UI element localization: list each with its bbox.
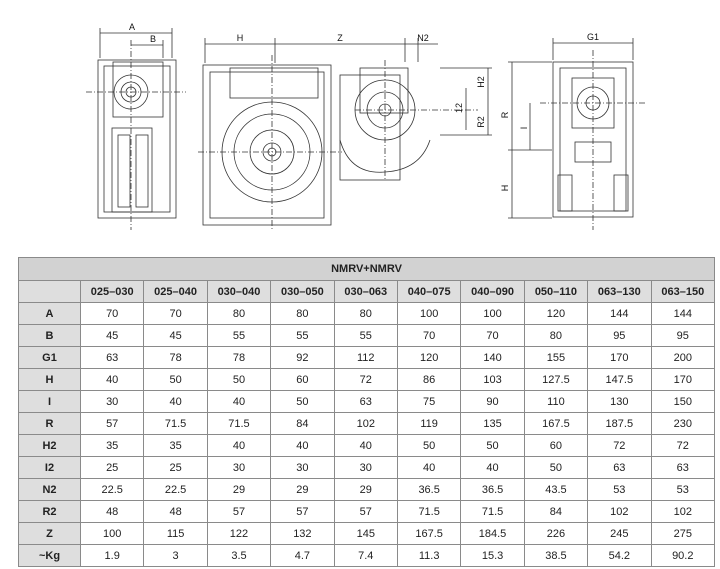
- dim-label-b: B: [149, 34, 157, 44]
- table-cell: 40: [271, 435, 334, 457]
- table-cell: 70: [144, 303, 207, 325]
- table-cell: 112: [334, 347, 397, 369]
- table-cell: 30: [81, 391, 144, 413]
- table-row: [19, 413, 715, 435]
- table-cell: 29: [271, 479, 334, 501]
- table-cell: 155: [524, 347, 587, 369]
- table-cell: 115: [144, 523, 207, 545]
- row-label: ~Kg: [19, 545, 81, 567]
- technical-drawing: [0, 0, 720, 250]
- table-cell: 72: [334, 369, 397, 391]
- table-cell: 29: [334, 479, 397, 501]
- dim-label-r: R: [500, 111, 510, 119]
- table-cell: 15.3: [461, 545, 524, 567]
- header-corner: [19, 281, 81, 303]
- table-cell: 135: [461, 413, 524, 435]
- table-cell: 95: [588, 325, 651, 347]
- table-row: [19, 347, 715, 369]
- table-cell: 144: [651, 303, 715, 325]
- row-label: H2: [19, 435, 81, 457]
- table-cell: 132: [271, 523, 334, 545]
- table-cell: 78: [207, 347, 270, 369]
- row-label: A: [19, 303, 81, 325]
- table-cell: 86: [397, 369, 460, 391]
- table-cell: 57: [207, 501, 270, 523]
- dimensions-table: [18, 257, 715, 567]
- table-cell: 84: [524, 501, 587, 523]
- table-cell: 45: [144, 325, 207, 347]
- table-cell: 102: [651, 501, 715, 523]
- table-cell: 35: [144, 435, 207, 457]
- column-header: 025–030: [81, 281, 144, 303]
- table-cell: 120: [524, 303, 587, 325]
- table-cell: 170: [588, 347, 651, 369]
- table-row: [19, 391, 715, 413]
- column-header: 063–150: [651, 281, 715, 303]
- dim-label-z: Z: [337, 33, 343, 43]
- table-cell: 40: [397, 457, 460, 479]
- table-cell: 63: [588, 457, 651, 479]
- table-cell: 103: [461, 369, 524, 391]
- column-header: 030–040: [207, 281, 270, 303]
- table-cell: 72: [651, 435, 715, 457]
- column-header: 063–130: [588, 281, 651, 303]
- table-cell: 127.5: [524, 369, 587, 391]
- table-cell: 60: [271, 369, 334, 391]
- dim-label-n2: N2: [417, 33, 429, 43]
- table-header-row: [19, 281, 715, 303]
- table-row: [19, 523, 715, 545]
- table-cell: 184.5: [461, 523, 524, 545]
- table-cell: 50: [144, 369, 207, 391]
- row-label: Z: [19, 523, 81, 545]
- dim-label-h2: H2: [476, 76, 486, 88]
- table-cell: 110: [524, 391, 587, 413]
- table-cell: 30: [271, 457, 334, 479]
- table-cell: 40: [207, 391, 270, 413]
- table-row: [19, 435, 715, 457]
- table-cell: 71.5: [461, 501, 524, 523]
- table-row: [19, 325, 715, 347]
- table-cell: 130: [588, 391, 651, 413]
- dim-label-a: A: [128, 22, 136, 32]
- table-cell: 80: [524, 325, 587, 347]
- table-cell: 140: [461, 347, 524, 369]
- table-row: [19, 545, 715, 567]
- table-cell: 50: [524, 457, 587, 479]
- table-cell: 80: [334, 303, 397, 325]
- right-side-view: [508, 38, 645, 230]
- table-cell: 63: [81, 347, 144, 369]
- table-cell: 119: [397, 413, 460, 435]
- table-cell: 230: [651, 413, 715, 435]
- dimension-labels: [129, 22, 599, 191]
- table-cell: 90.2: [651, 545, 715, 567]
- row-label: N2: [19, 479, 81, 501]
- table-cell: 53: [651, 479, 715, 501]
- table-cell: 53: [588, 479, 651, 501]
- front-view: [198, 38, 438, 230]
- table-cell: 78: [144, 347, 207, 369]
- table-cell: 50: [207, 369, 270, 391]
- table-cell: 7.4: [334, 545, 397, 567]
- row-label: B: [19, 325, 81, 347]
- table-cell: 100: [461, 303, 524, 325]
- table-title: NMRV+NMRV: [19, 258, 715, 281]
- table-cell: 167.5: [397, 523, 460, 545]
- table-row: [19, 501, 715, 523]
- column-header: 030–063: [334, 281, 397, 303]
- table-cell: 57: [271, 501, 334, 523]
- table-cell: 245: [588, 523, 651, 545]
- row-label: G1: [19, 347, 81, 369]
- table-cell: 60: [524, 435, 587, 457]
- table-cell: 100: [81, 523, 144, 545]
- table-cell: 145: [334, 523, 397, 545]
- table-cell: 72: [588, 435, 651, 457]
- table-row: [19, 369, 715, 391]
- table-cell: 25: [81, 457, 144, 479]
- table-cell: 63: [651, 457, 715, 479]
- table-cell: 25: [144, 457, 207, 479]
- table-cell: 40: [144, 391, 207, 413]
- table-cell: 200: [651, 347, 715, 369]
- row-label: R: [19, 413, 81, 435]
- left-side-view: [86, 28, 186, 230]
- table-cell: 71.5: [144, 413, 207, 435]
- table-cell: 3.5: [207, 545, 270, 567]
- table-cell: 80: [271, 303, 334, 325]
- table-cell: 36.5: [461, 479, 524, 501]
- input-reducer: [340, 60, 492, 180]
- table-cell: 3: [144, 545, 207, 567]
- table-cell: 84: [271, 413, 334, 435]
- row-label: I: [19, 391, 81, 413]
- table-cell: 92: [271, 347, 334, 369]
- table-cell: 35: [81, 435, 144, 457]
- dim-label-g1: G1: [586, 32, 600, 42]
- table-cell: 54.2: [588, 545, 651, 567]
- table-cell: 71.5: [207, 413, 270, 435]
- table-cell: 120: [397, 347, 460, 369]
- table-cell: 275: [651, 523, 715, 545]
- table-cell: 90: [461, 391, 524, 413]
- dim-label-i: I: [519, 126, 529, 130]
- table-cell: 38.5: [524, 545, 587, 567]
- table-cell: 63: [334, 391, 397, 413]
- table-row: [19, 479, 715, 501]
- table-cell: 50: [397, 435, 460, 457]
- row-label: I2: [19, 457, 81, 479]
- table-cell: 80: [207, 303, 270, 325]
- row-label: H: [19, 369, 81, 391]
- column-header: 040–075: [397, 281, 460, 303]
- table-cell: 226: [524, 523, 587, 545]
- table-cell: 40: [207, 435, 270, 457]
- table-cell: 22.5: [144, 479, 207, 501]
- table-cell: 50: [271, 391, 334, 413]
- table-cell: 102: [334, 413, 397, 435]
- table-cell: 122: [207, 523, 270, 545]
- table-cell: 55: [271, 325, 334, 347]
- table-cell: 43.5: [524, 479, 587, 501]
- table-cell: 57: [334, 501, 397, 523]
- table-cell: 147.5: [588, 369, 651, 391]
- column-header: 030–050: [271, 281, 334, 303]
- table-cell: 22.5: [81, 479, 144, 501]
- table-cell: 1.9: [81, 545, 144, 567]
- table-cell: 4.7: [271, 545, 334, 567]
- table-cell: 11.3: [397, 545, 460, 567]
- table-cell: 75: [397, 391, 460, 413]
- column-header: 040–090: [461, 281, 524, 303]
- dim-label-r2: R2: [476, 116, 486, 128]
- table-cell: 45: [81, 325, 144, 347]
- table-cell: 70: [81, 303, 144, 325]
- table-cell: 167.5: [524, 413, 587, 435]
- table-cell: 40: [334, 435, 397, 457]
- table-cell: 95: [651, 325, 715, 347]
- table-cell: 144: [588, 303, 651, 325]
- table-row: [19, 303, 715, 325]
- table-cell: 29: [207, 479, 270, 501]
- row-label: R2: [19, 501, 81, 523]
- table-cell: 57: [81, 413, 144, 435]
- table-cell: 48: [81, 501, 144, 523]
- table-cell: 36.5: [397, 479, 460, 501]
- table-cell: 30: [207, 457, 270, 479]
- table-cell: 70: [461, 325, 524, 347]
- table-cell: 40: [81, 369, 144, 391]
- dim-label-h-side: H: [500, 184, 510, 192]
- table-cell: 71.5: [397, 501, 460, 523]
- dim-label-h: H: [236, 33, 244, 43]
- table-row: [19, 457, 715, 479]
- table-cell: 150: [651, 391, 715, 413]
- column-header: 025–040: [144, 281, 207, 303]
- table-cell: 40: [461, 457, 524, 479]
- table-cell: 48: [144, 501, 207, 523]
- table-cell: 102: [588, 501, 651, 523]
- table-cell: 170: [651, 369, 715, 391]
- table-cell: 187.5: [588, 413, 651, 435]
- table-cell: 30: [334, 457, 397, 479]
- table-cell: 55: [334, 325, 397, 347]
- table-cell: 70: [397, 325, 460, 347]
- table-cell: 55: [207, 325, 270, 347]
- dim-label-i2: 12: [454, 102, 464, 114]
- table-cell: 100: [397, 303, 460, 325]
- table-cell: 50: [461, 435, 524, 457]
- column-header: 050–110: [524, 281, 587, 303]
